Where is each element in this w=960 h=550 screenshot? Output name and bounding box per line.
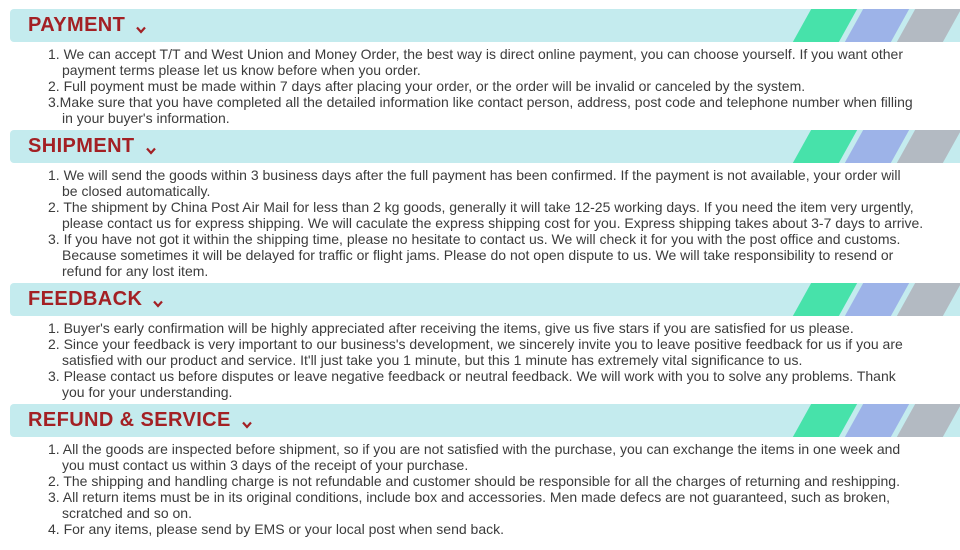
policy-line: you must contact us within 3 days of the receipt of your purchase. — [62, 457, 469, 473]
chevron-down-icon — [153, 300, 163, 308]
section-body — [0, 167, 960, 279]
policy-line: 4. For any items, please send by EMS or your local post when send back. — [48, 521, 505, 537]
policy-item — [0, 441, 960, 473]
section-header-bar[interactable] — [10, 130, 960, 163]
policy-item — [0, 94, 960, 126]
decorative-stripes — [782, 404, 960, 437]
policy-line: 2. The shipping and handling charge is not refundable and customer should be responsible for all the charges of returning and reshipping. — [48, 473, 900, 489]
decorative-stripes — [782, 9, 960, 42]
policy-section-feedback — [0, 283, 960, 400]
decorative-stripes — [782, 283, 960, 316]
policy-item — [0, 473, 960, 489]
policy-line: payment terms please let us know before when you order. — [62, 62, 421, 78]
section-body — [0, 441, 960, 537]
policy-section-payment — [0, 9, 960, 126]
section-title: SHIPMENT — [28, 135, 135, 157]
policy-section-refund-service — [0, 404, 960, 537]
stripe-blue — [845, 130, 909, 163]
policy-item — [0, 521, 960, 537]
stripe-blue — [845, 283, 909, 316]
policy-line: you for your understanding. — [62, 384, 233, 400]
policy-line: 2. Full poyment must be made within 7 days after placing your order, or the order will be invalid or canceled by the system. — [48, 78, 806, 94]
chevron-down-icon — [146, 147, 156, 155]
policy-line: please contact us for express shipping. We will caculate the express shipping cost for you. Express shipping takes about 3-7 days to arrive. — [62, 215, 924, 231]
stripe-gray — [897, 9, 960, 42]
stripe-blue — [845, 404, 909, 437]
policy-line: be closed automatically. — [62, 183, 211, 199]
policy-line: refund for any lost item. — [62, 263, 209, 279]
decorative-stripes — [782, 130, 960, 163]
stripe-green — [793, 130, 857, 163]
policy-line: 2. The shipment by China Post Air Mail for less than 2 kg goods, generally it will take 12-25 working days. If you need the item very urgently, — [48, 199, 914, 215]
policy-line: Because sometimes it will be delayed for traffic or flight jams. Please do not open dispute to us. We will take responsibility to resend or — [62, 247, 894, 263]
stripe-green — [793, 9, 857, 42]
policy-section-shipment — [0, 130, 960, 279]
stripe-green — [793, 283, 857, 316]
policy-item — [0, 78, 960, 94]
policy-line: 1. All the goods are inspected before shipment, so if you are not satisfied with the purchase, you can exchange the items in one week and — [48, 441, 901, 457]
policy-line: 1. We will send the goods within 3 business days after the full payment has been confirmed. If the payment is not available, your order will — [48, 167, 901, 183]
policy-line: 1. We can accept T/T and West Union and Money Order, the best way is direct online payment, you can choose yourself. If you want other — [48, 46, 903, 62]
section-body — [0, 46, 960, 126]
policy-item — [0, 489, 960, 521]
section-body — [0, 320, 960, 400]
policy-item — [0, 336, 960, 368]
section-title: PAYMENT — [28, 14, 126, 36]
section-title: REFUND & SERVICE — [28, 409, 231, 431]
section-title: FEEDBACK — [28, 288, 143, 310]
chevron-down-icon — [242, 421, 252, 429]
policy-item — [0, 368, 960, 400]
stripe-blue — [845, 9, 909, 42]
stripe-gray — [897, 283, 960, 316]
section-header-bar[interactable] — [10, 283, 960, 316]
section-header-bar[interactable] — [10, 9, 960, 42]
chevron-down-icon — [136, 26, 146, 34]
policy-item — [0, 46, 960, 78]
policy-line: 1. Buyer's early confirmation will be highly appreciated after receiving the items, give us five stars if you are satisfied for us please. — [48, 320, 854, 336]
policy-line: scratched and so on. — [62, 505, 192, 521]
stripe-green — [793, 404, 857, 437]
policy-line: 3. If you have not got it within the shipping time, please no hesitate to contact us. We will check it for you with the post office and customs. — [48, 231, 901, 247]
policy-line: 3.Make sure that you have completed all the detailed information like contact person, address, post code and telephone number when filling — [48, 94, 913, 110]
policy-item — [0, 231, 960, 279]
policy-line: 2. Since your feedback is very important to our business's development, we sincerely invite you to leave positive feedback for us if you are — [48, 336, 903, 352]
stripe-gray — [897, 404, 960, 437]
section-header-bar[interactable] — [10, 404, 960, 437]
policy-item — [0, 167, 960, 199]
stripe-gray — [897, 130, 960, 163]
policy-line: 3. All return items must be in its original conditions, include box and accessories. Men made defecs are not guaranteed, such as broken, — [48, 489, 891, 505]
policy-line: 3. Please contact us before disputes or leave negative feedback or neutral feedback. We will work with you to solve any problems. Thank — [48, 368, 896, 384]
policy-line: satisfied with our product and service. It'll just take you 1 minute, but this 1 minute has extremely vital significance to us. — [62, 352, 803, 368]
policy-item — [0, 199, 960, 231]
policy-line: in your buyer's information. — [62, 110, 230, 126]
policy-item — [0, 320, 960, 336]
